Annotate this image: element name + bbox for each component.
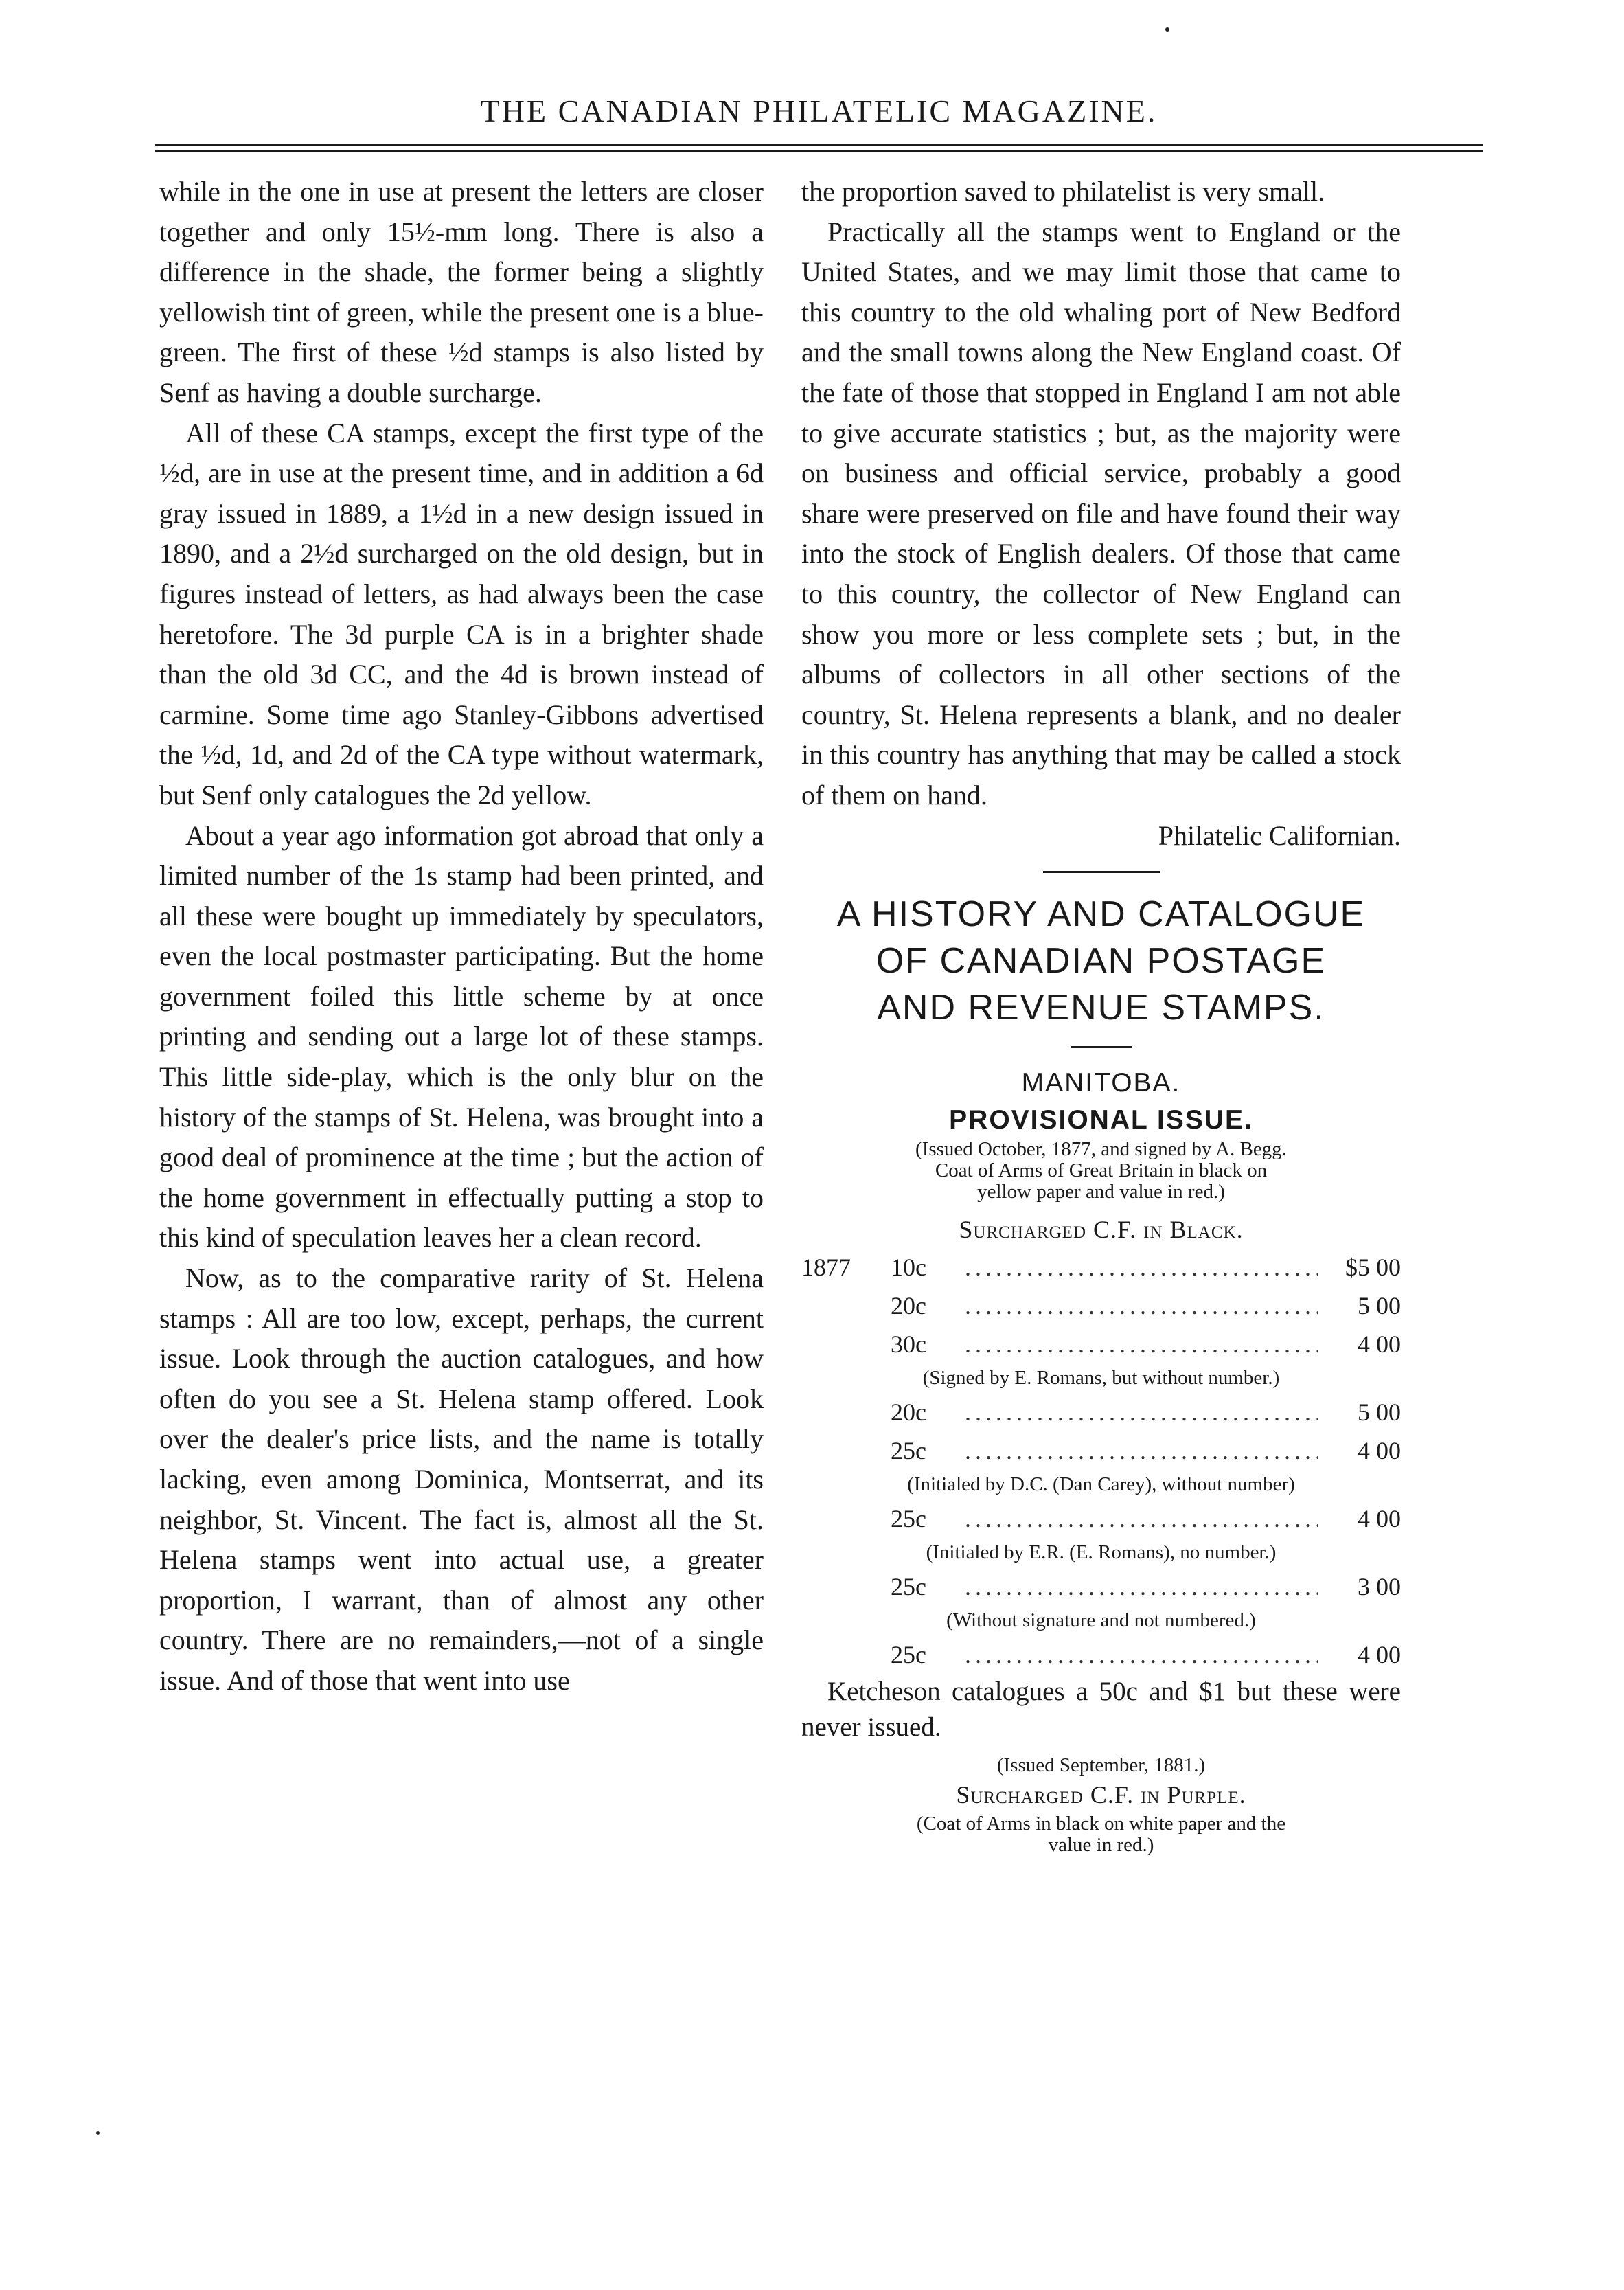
catalogue-leader [959,1499,1318,1538]
article-title-line-3: AND REVENUE STAMPS. [877,988,1325,1028]
print-speck [1165,27,1169,32]
catalogue-denomination: 25c [891,1573,926,1601]
catalogue-denomination: 20c [891,1292,926,1320]
catalogue-note: (Signed by E. Romans, but without number.) [922,1367,1280,1390]
catalogue-row [801,1431,1401,1470]
catalogue-list [801,1248,1401,1674]
second-issue-note-line-2: value in red.) [1048,1834,1154,1857]
catalogue-denomination: 25c [891,1641,926,1669]
catalogue-leader [959,1286,1318,1325]
left-paragraph-1: while in the one in use at present the letters are closer together and only 15½-mm long. There is also a difference in the shade, the former being a slightly yellowish tint of green, while the present one is a blue-green. The first of these ½d stamps is also listed by Senf as having a double surcharge. [159,176,764,408]
catalogue-row [801,1499,1401,1538]
catalogue-price: 4 00 [1358,1437,1401,1465]
catalogue-price: 5 00 [1358,1292,1401,1320]
article-title-line-1: A HISTORY AND CATALOGUE [836,894,1366,935]
second-issue-note-line-1: (Coat of Arms in black on white paper and the [916,1813,1286,1835]
catalogue-row [801,1567,1401,1606]
header-rule-top [155,144,1483,146]
issue-note-line-1: (Issued October, 1877, and signed by A. Begg. [915,1138,1287,1161]
catalogue-leader [959,1635,1318,1674]
catalogue-row [801,1248,1401,1286]
catalogue-denomination: 10c [891,1254,926,1282]
ketcheson-note: Ketcheson catalogues a 50c and $1 but these were never issued. [801,1677,1401,1743]
catalogue-row [801,1286,1401,1325]
catalogue-denomination: 25c [891,1437,926,1465]
catalogue-note: (Initialed by D.C. (Dan Carey), without number) [907,1473,1295,1496]
left-paragraph-2: All of these CA stamps, except the first type of the ½d, are in use at the present time, and in addition a 6d gray issued in 1889, a 1½d in a new design issued in 1890, and a 2½d surcharged on the old design, but in figures instead of letters, as had always been the case heretofore. The 3d purple CA is in a brighter shade than the old 3d CC, and the 4d is brown instead of carmine. Some time ago Stanley-Gibbons advertised the ½d, 1d, and 2d of the CA type without watermark, but Senf only catalogues the 2d yellow. [159,417,764,810]
catalogue-year: 1877 [801,1254,851,1282]
catalogue-denomination: 20c [891,1398,926,1427]
catalogue-price: 4 00 [1358,1505,1401,1533]
second-surcharge-heading: Surcharged C.F. in Purple. [956,1781,1246,1809]
catalogue-note: (Initialed by E.R. (E. Romans), no number.) [926,1541,1277,1564]
catalogue-leader [959,1393,1318,1431]
surcharge-heading: Surcharged C.F. in Black. [959,1216,1244,1244]
catalogue-leader [959,1567,1318,1606]
catalogue-leader [959,1325,1318,1363]
left-column [159,172,764,1701]
right-continuation: the proportion saved to philatelist is very small. [801,176,1325,207]
catalogue-note: (Without signature and not numbered.) [946,1609,1256,1632]
catalogue-row [801,1635,1401,1674]
article-title-line-2: OF CANADIAN POSTAGE [876,941,1327,982]
issue-note-line-3: yellow paper and value in red.) [977,1181,1225,1203]
catalogue-price: 5 00 [1358,1398,1401,1427]
running-head: THE CANADIAN PHILATELIC MAGAZINE. [480,93,1158,128]
catalogue-denomination: 30c [891,1330,926,1359]
second-issue-date: (Issued September, 1881.) [996,1754,1206,1777]
catalogue-leader [959,1431,1318,1470]
catalogue-price: 4 00 [1358,1641,1401,1669]
right-paragraph: Practically all the stamps went to England or the United States, and we may limit those that came to this country to the old whaling port of New Bedford and the small towns along the New England coast. Of the fate of those that stopped in England I am not able to give accurate statistics ; but, as the majority were on business and official service, probably a good share were preserved on file and have found their way into the stock of English dealers. Of those that came to this country, the collector of New England can show you more or less complete sets ; but, in the albums of collectors in all other sections of the country, St. Helena represents a blank, and no dealer in this country has anything that may be called a stock of them on hand. [801,216,1401,810]
catalogue-row [801,1325,1401,1363]
print-speck [96,2131,100,2135]
catalogue-denomination: 25c [891,1505,926,1533]
right-column [801,172,1401,1856]
catalogue-leader [959,1248,1318,1286]
catalogue-price: 4 00 [1358,1330,1401,1359]
left-paragraph-4: Now, as to the comparative rarity of St. Helena stamps : All are too low, except, perhaps, the current issue. Look through the auction catalogues, and how often do you see a St. Helena stamp offered. Look over the dealer's price lists, and the name is totally lacking, even among Dominica, Montserrat, and its neighbor, St. Vincent. The fact is, almost all the St. Helena stamps went into actual use, a greater proportion, I warrant, than of almost any other country. There are no remainders,—not of a single issue. And of those that went into use [159,1262,764,1696]
catalogue-price: $5 00 [1345,1254,1401,1282]
province-heading: MANITOBA. [1021,1068,1181,1098]
issue-note-line-2: Coat of Arms of Great Britain in black on [935,1159,1268,1182]
issue-heading: PROVISIONAL ISSUE. [949,1105,1253,1135]
catalogue-row [801,1393,1401,1431]
header-rule-bottom [155,150,1483,152]
catalogue-price: 3 00 [1358,1573,1401,1601]
source-signoff: Philatelic Californian. [1158,819,1401,851]
left-paragraph-3: About a year ago information got abroad that only a limited number of the 1s stamp had been printed, and all these were bought up immediately by speculators, even the local postmaster participating. But the home government foiled this little scheme by at once printing and sending out a large lot of these stamps. This little side-play, which is the only blur on the history of the stamps of St. Helena, was brought into a good deal of prominence at the time ; but the action of the home government in effectually putting a stop to this kind of speculation leaves her a clean record. [159,819,764,1254]
